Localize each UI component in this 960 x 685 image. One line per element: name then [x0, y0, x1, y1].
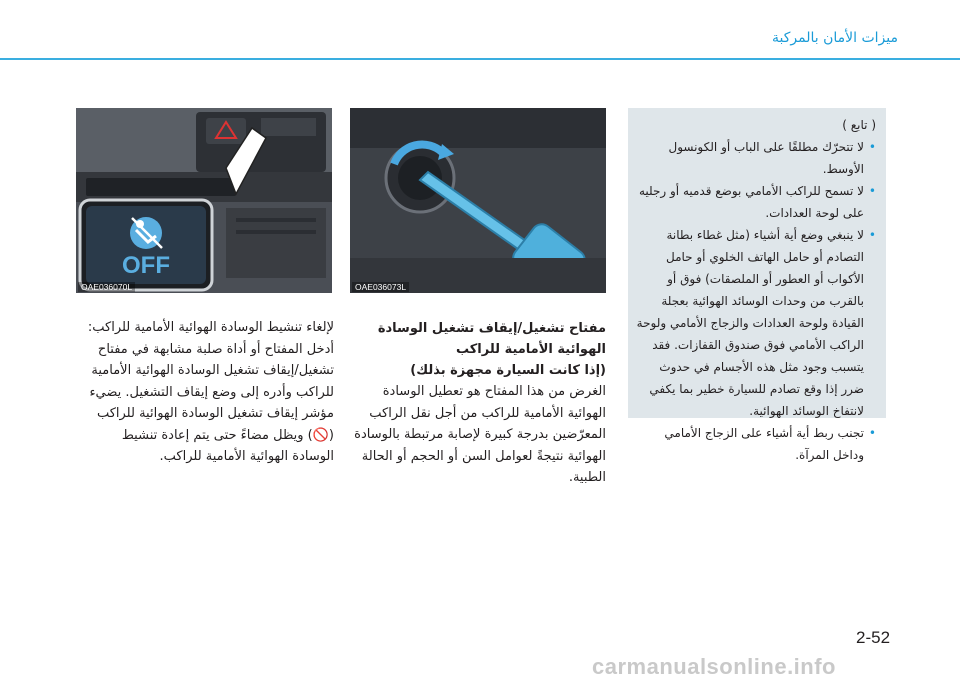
header-rule: [0, 58, 960, 60]
bullet-icon: •: [868, 184, 876, 198]
bullet-icon: •: [868, 140, 876, 154]
caution-text: تجنب ربط أية أشياء على الزجاج الأمامي وداخل المرآة.: [664, 426, 864, 462]
caution-note-box: [628, 108, 886, 462]
airbag-off-indicator-figure: [76, 108, 332, 293]
caution-item: [636, 422, 876, 466]
key-switch-illustration: [350, 108, 606, 293]
caution-text: لا تتحرّك مطلقًا على الباب أو الكونسول الأوسط.: [668, 140, 864, 176]
switch-section: [350, 318, 606, 489]
bullet-icon: •: [868, 426, 876, 440]
figure-code: OAE036073L: [352, 282, 409, 292]
caution-item: [636, 136, 876, 180]
page-number: 2-52: [856, 628, 891, 647]
airbag-switch-figure: [350, 108, 606, 293]
continuation-label: ( تابع ): [842, 118, 876, 132]
watermark-text: carmanualsonline.info: [592, 654, 836, 679]
header-title: ميزات الأمان بالمركبة: [772, 30, 898, 46]
bullet-icon: •: [868, 228, 876, 242]
caution-text: لا تسمح للراكب الأمامي بوضع قدميه أو رجليه على لوحة العدادات.: [638, 184, 864, 220]
caution-item: [636, 180, 876, 224]
figure-code: OAE036070L: [78, 282, 135, 292]
deactivation-paragraph: لإلغاء تنشيط الوسادة الهوائية الأمامية للراكب: أدخل المفتاح أو أداة صلبة مشابهة في مفتاح تشغيل/إيقاف تشغيل الوسادة الهوائية الأمامية للراكب وأدره إلى وضع إيقاف التشغيل. يضيء مؤشر إيقاف تشغيل الوسادة الهوائية للراكب (🚫) ويظل مضاءً حتى يتم إعادة تنشيط الوسادة الهوائية الأمامية للراكب.: [87, 320, 334, 464]
caution-list: [636, 136, 876, 466]
section-heading: مفتاح تشغيل/إيقاف تشغيل الوسادة الهوائية الأمامية للراكب: [377, 321, 606, 357]
svg-text:OFF: OFF: [122, 252, 170, 279]
dashboard-illustration: [76, 108, 332, 293]
caution-text: لا ينبغي وضع أية أشياء (مثل غطاء بطانة التصادم أو حامل الهاتف الخلوي أو حامل الأكواب أو العطور أو الملصقات) فوق أو بالقرب من وحدات الوسائد الهوائية بعجلة القيادة ولوحة العدادات والزجاج الأمامي ولوحة الراكب الأمامي فوق صندوق القفازات. فقد يتسبب وجود مثل هذه الأجسام في حدوث ضرر إذا وقع تصادم للسيارة خطير بما يكفي لانتفاخ الوسائد الهوائية.: [636, 228, 864, 418]
section-subheading: (إذا كانت السيارة مجهزة بذلك): [410, 363, 606, 378]
section-body: الغرض من هذا المفتاح هو تعطيل الوسادة الهوائية الأمامية للراكب من أجل نقل الراكب المعرّضين بدرجة كبيرة لإصابة مرتبطة بالوسادة الهوائية نتيجةً لعوامل السن أو الحجم أو الحالة الطبية.: [354, 384, 606, 485]
caution-item: [636, 224, 876, 422]
